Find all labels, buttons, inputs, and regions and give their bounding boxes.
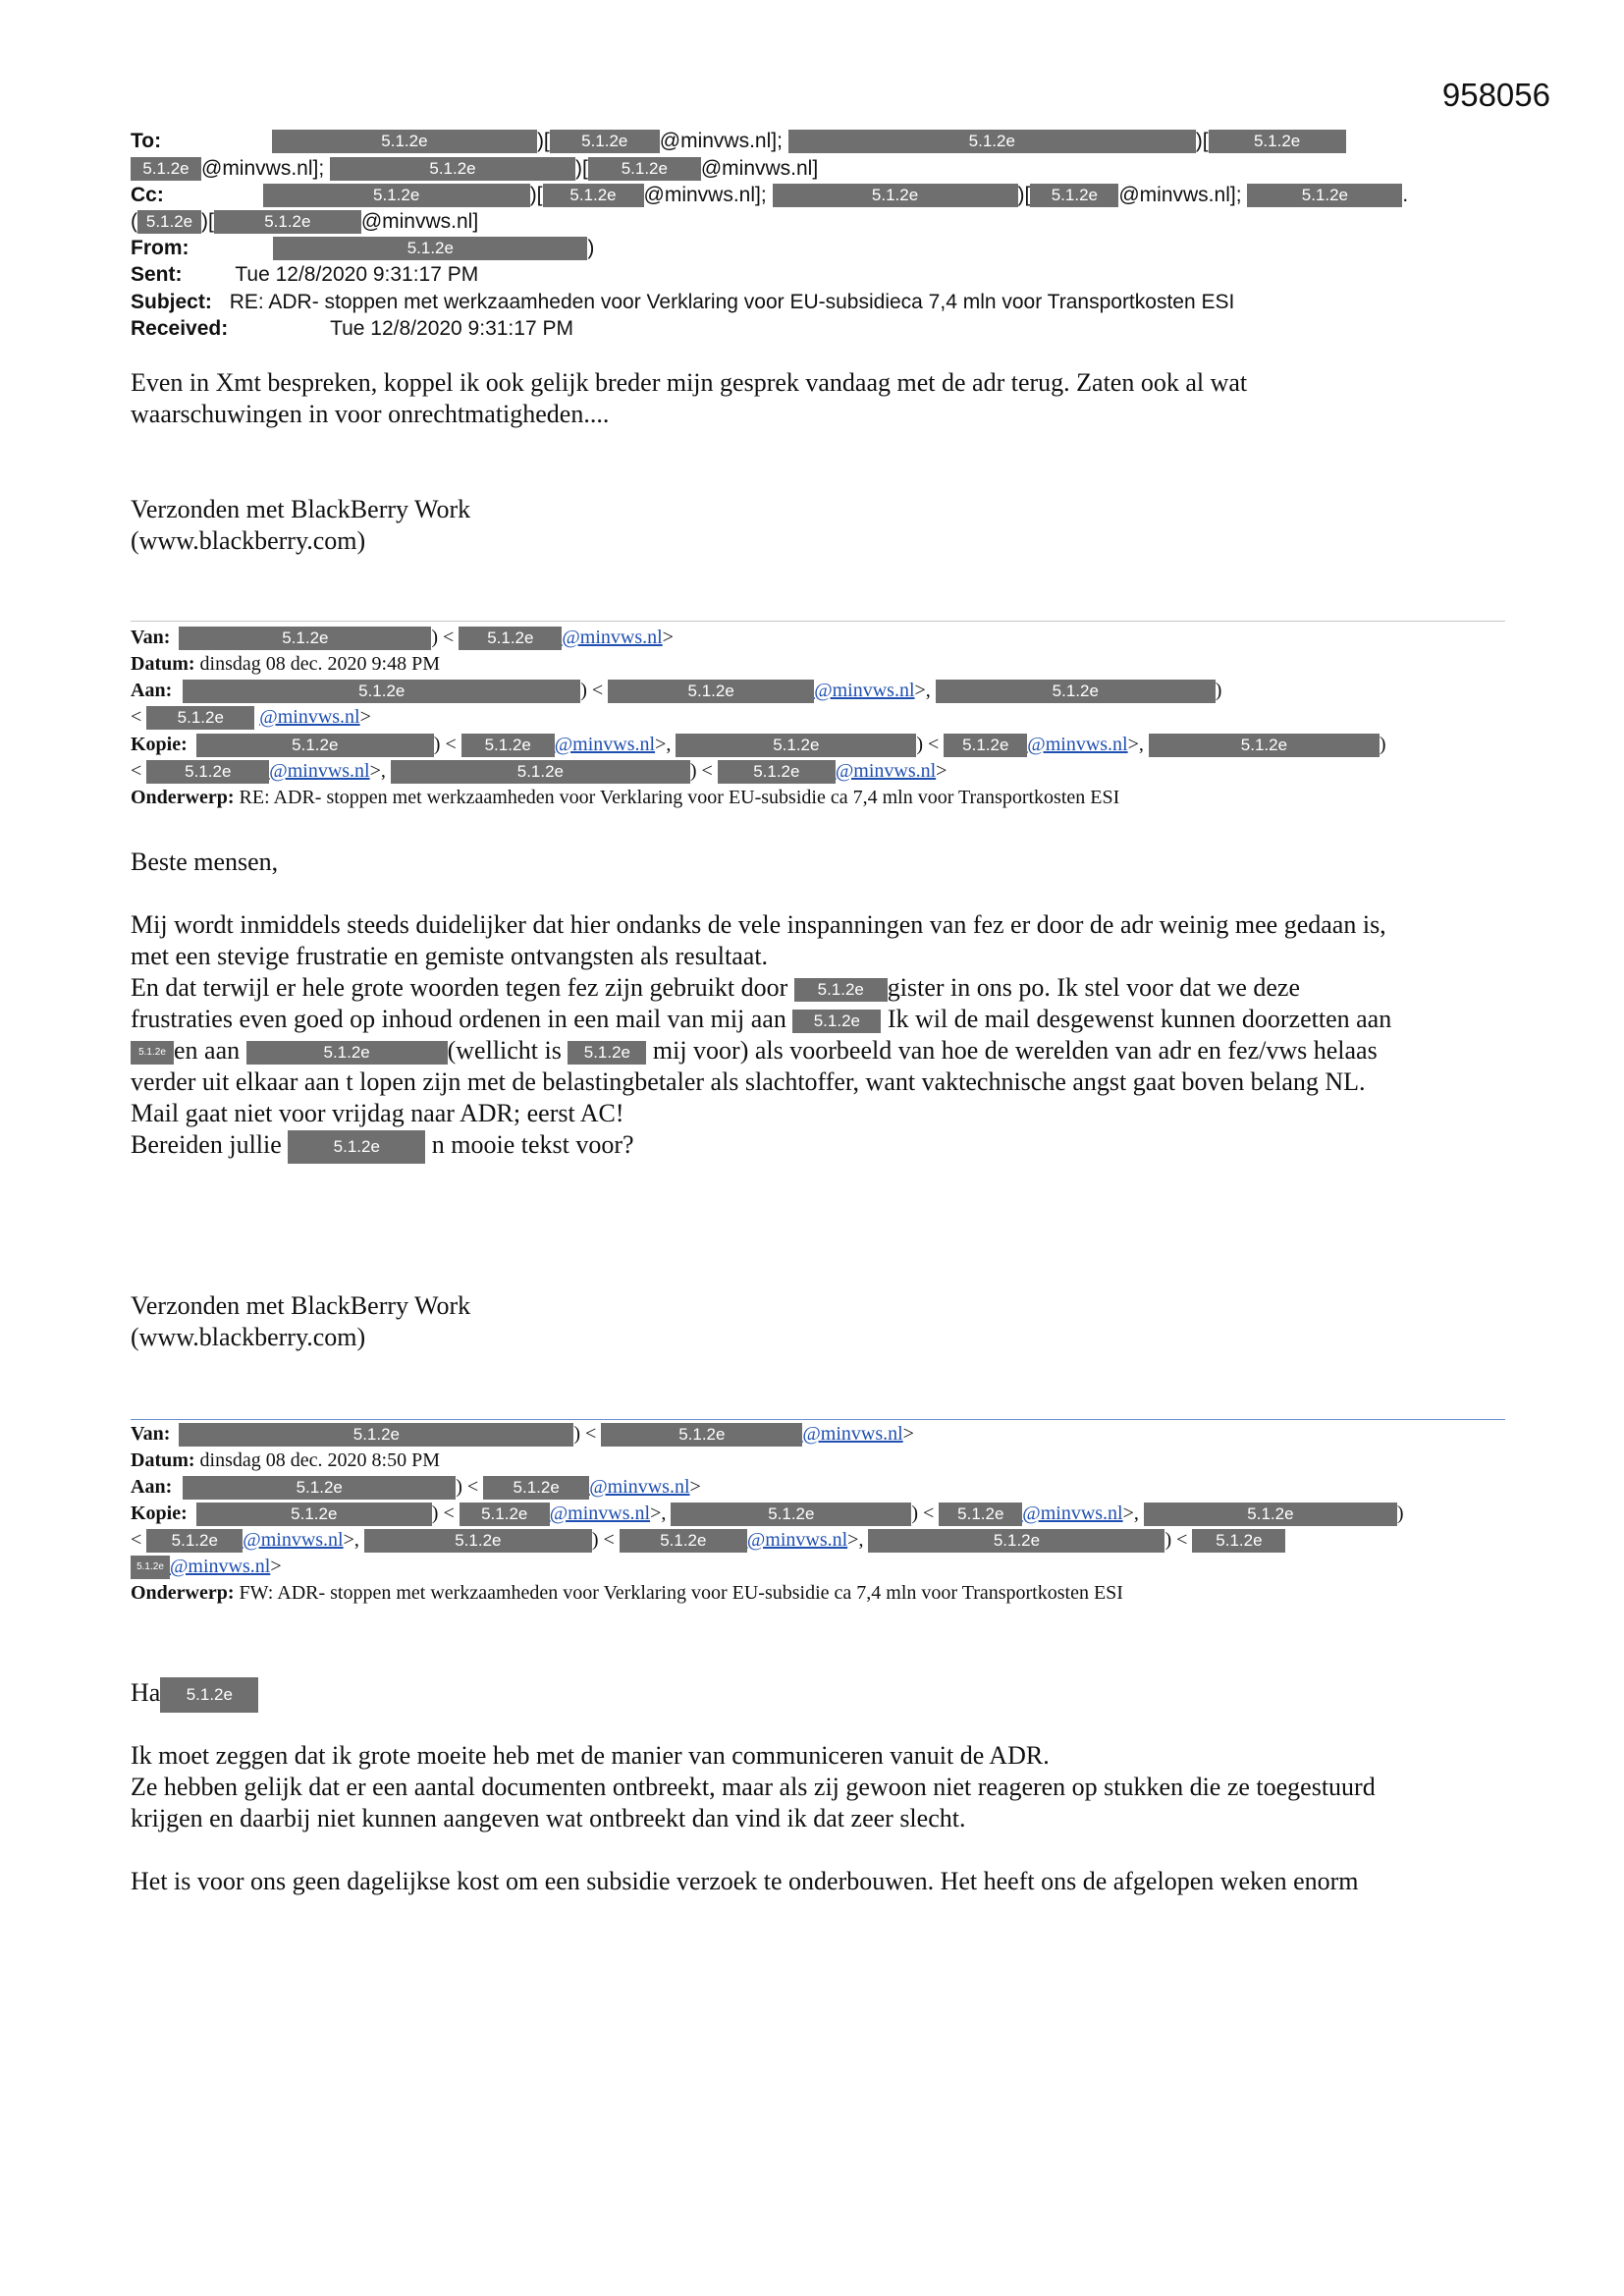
message-line: krijgen en daarbij niet kunnen aangeven wat ontbreekt dan vind ik dat zeer slecht.: [131, 1804, 966, 1832]
email-domain: @minvws.nl]: [700, 157, 819, 180]
email-2-kopie: Kopie: 5.1.2e ) < 5.1.2e @minvws.nl>, 5.1.2e ) < 5.1.2e @minvws.nl>, 5.1.2e ): [131, 732, 1386, 758]
email-3-greeting: [131, 1677, 1515, 1713]
email-3-kopie-2: < 5.1.2e @minvws.nl>, 5.1.2e ) < 5.1.2e @minvws.nl>, 5.1.2e ) < 5.1.2e: [131, 1527, 1285, 1554]
redaction: 5.1.2e: [1030, 184, 1118, 207]
redaction: 5.1.2e: [773, 184, 1018, 207]
redaction: 5.1.2e: [137, 210, 201, 234]
redaction: 5.1.2e: [131, 1556, 170, 1579]
message-line: Even in Xmt bespreken, koppel ik ook gelijk breder mijn gesprek vandaag met de adr terug. Zaten ook al wat: [131, 368, 1248, 397]
message-line: Mail gaat niet voor vrijdag naar ADR; eerst AC!: [131, 1099, 624, 1127]
from-label: From:: [131, 237, 189, 259]
email-3-van: Van: 5.1.2e ) < 5.1.2e @minvws.nl>: [131, 1421, 914, 1448]
text-fragment: En dat terwijl er hele grote woorden tegen fez zijn gebruikt door: [131, 973, 788, 1002]
datum-value: dinsdag 08 dec. 2020 8:50 PM: [199, 1449, 440, 1471]
redaction: 5.1.2e: [1247, 184, 1402, 207]
email-2-datum: [131, 651, 440, 678]
to-label: To:: [131, 130, 162, 152]
kopie-label: Kopie:: [131, 1503, 188, 1524]
message-line: verder uit elkaar aan t lopen zijn met de belastingbetaler als slachtoffer, want vaktechnische angst gaat boven belang NL.: [131, 1067, 1366, 1096]
redaction: 5.1.2e: [131, 157, 201, 181]
message-line: Ze hebben gelijk dat er een aantal documenten ontbreekt, maar als zij gewoon niet reageren op stukken die ze toegestuurd: [131, 1773, 1376, 1801]
signature-line: Verzonden met BlackBerry Work: [131, 1291, 471, 1320]
redaction: 5.1.2e: [676, 734, 916, 757]
email-link[interactable]: @minvws.nl: [589, 1476, 690, 1498]
header-cc-line: Cc: 5.1.2e )[ 5.1.2e @minvws.nl]; 5.1.2e )[ 5.1.2e @minvws.nl]; 5.1.2e .: [131, 184, 1409, 206]
sent-value: Tue 12/8/2020 9:31:17 PM: [235, 263, 479, 286]
onderwerp-label: Onderwerp:: [131, 787, 235, 808]
redaction: 5.1.2e: [183, 1476, 456, 1500]
email-2-kopie-2: < 5.1.2e @minvws.nl>, 5.1.2e ) < 5.1.2e @minvws.nl>: [131, 758, 947, 785]
email-2-onderwerp: [131, 785, 1119, 811]
header-sent-line: [131, 261, 478, 288]
text-fragment: n mooie tekst voor?: [431, 1130, 634, 1159]
cc-label: Cc:: [131, 184, 164, 206]
email-3-aan: Aan: 5.1.2e ) < 5.1.2e @minvws.nl>: [131, 1474, 701, 1501]
message-line: [131, 1129, 1515, 1164]
redaction: 5.1.2e: [196, 734, 434, 757]
greeting: [131, 1677, 1515, 1713]
redaction: 5.1.2e: [794, 978, 888, 1002]
subject-value: RE: ADR- stoppen met werkzaamheden voor Verklaring voor EU-subsidieca 7,4 mln voor Transportkosten ESI: [229, 291, 1235, 313]
onderwerp-value: FW: ADR- stoppen met werkzaamheden voor Verklaring voor EU-subsidie ca 7,4 mln voor Transportkosten ESI: [239, 1582, 1123, 1604]
email-link[interactable]: @minvws.nl: [1022, 1503, 1123, 1524]
email-domain: @minvws.nl];: [201, 157, 325, 180]
signature-line: (www.blackberry.com): [131, 526, 366, 555]
message-line: [131, 972, 1515, 1004]
aan-label: Aan:: [131, 1476, 173, 1498]
message-line: waarschuwingen in voor onrechtmatigheden....: [131, 400, 610, 428]
redaction: 5.1.2e: [272, 130, 537, 153]
header-received-line: [131, 315, 573, 342]
email-2-body: [131, 909, 1515, 1164]
redaction: 5.1.2e: [183, 680, 580, 703]
separator: [131, 621, 1505, 622]
email-2-signature: [131, 1290, 1515, 1353]
datum-value: dinsdag 08 dec. 2020 9:48 PM: [199, 653, 440, 675]
redaction: 5.1.2e: [1192, 1529, 1285, 1553]
header-cc-line-2: ( 5.1.2e )[ 5.1.2e @minvws.nl]: [131, 210, 479, 233]
email-link[interactable]: @minvws.nl: [814, 680, 915, 701]
email-link[interactable]: @minvws.nl: [562, 627, 663, 648]
email-2-aan-2: < 5.1.2e @minvws.nl>: [131, 704, 371, 731]
redaction: 5.1.2e: [588, 157, 701, 181]
redaction: 5.1.2e: [146, 706, 254, 730]
message-line: Ik moet zeggen dat ik grote moeite heb met de manier van communiceren vanuit de ADR.: [131, 1741, 1050, 1770]
redaction: 5.1.2e: [620, 1529, 747, 1553]
datum-label: Datum:: [131, 1449, 195, 1471]
email-domain: @minvws.nl];: [659, 130, 783, 152]
email-2-van: Van: 5.1.2e ) < 5.1.2e @minvws.nl>: [131, 625, 674, 651]
redaction: 5.1.2e: [391, 760, 690, 784]
van-label: Van:: [131, 627, 171, 648]
message-line: [131, 1035, 1515, 1066]
redaction: 5.1.2e: [792, 1010, 881, 1033]
redaction: 5.1.2e: [160, 1677, 258, 1713]
redaction: 5.1.2e: [146, 760, 269, 784]
text-fragment: Ik wil de mail desgewenst kunnen doorzetten aan: [887, 1005, 1392, 1033]
email-link[interactable]: @minvws.nl: [554, 734, 656, 755]
redaction: 5.1.2e: [944, 734, 1027, 757]
redaction: 5.1.2e: [608, 680, 814, 703]
email-2-aan: Aan: 5.1.2e ) < 5.1.2e @minvws.nl>, 5.1.2e ): [131, 678, 1221, 704]
header-from-line: From: 5.1.2e ): [131, 237, 595, 259]
email-link[interactable]: @minvws.nl: [170, 1556, 271, 1577]
redaction: 5.1.2e: [179, 1423, 573, 1447]
redaction: 5.1.2e: [1149, 734, 1380, 757]
email-domain: @minvws.nl]: [360, 210, 479, 233]
kopie-label: Kopie:: [131, 734, 188, 755]
redaction: 5.1.2e: [288, 1130, 425, 1164]
van-label: Van:: [131, 1423, 171, 1445]
email-3-body: [131, 1740, 1515, 1897]
document-number: 958056: [1441, 77, 1550, 113]
message-1-body: [131, 367, 1515, 430]
redaction: 5.1.2e: [263, 184, 530, 207]
message-1-signature: [131, 494, 1515, 557]
redaction: 5.1.2e: [131, 1041, 174, 1065]
subject-label: Subject:: [131, 291, 212, 313]
redaction: 5.1.2e: [939, 1503, 1022, 1526]
redaction: 5.1.2e: [461, 734, 555, 757]
signature-line: Verzonden met BlackBerry Work: [131, 495, 471, 523]
redaction: 5.1.2e: [550, 130, 660, 153]
aan-label: Aan:: [131, 680, 173, 701]
signature-line: (www.blackberry.com): [131, 1323, 366, 1351]
received-label: Received:: [131, 317, 229, 340]
received-value: Tue 12/8/2020 9:31:17 PM: [330, 317, 573, 340]
redaction: 5.1.2e: [1144, 1503, 1397, 1526]
header-to-line-2: 5.1.2e @minvws.nl]; 5.1.2e )[ 5.1.2e @minvws.nl]: [131, 155, 818, 182]
message-line: Mij wordt inmiddels steeds duidelijker dat hier ondanks de vele inspanningen van fez er door de adr weinig mee gedaan is,: [131, 910, 1386, 939]
redaction: 5.1.2e: [868, 1529, 1164, 1553]
email-3-datum: [131, 1448, 440, 1474]
email-link[interactable]: @minvws.nl: [259, 706, 360, 728]
redaction: 5.1.2e: [671, 1503, 911, 1526]
email-link[interactable]: @minvws.nl: [802, 1423, 903, 1445]
email-domain: @minvws.nl];: [1118, 184, 1242, 206]
text-fragment: Ha: [131, 1678, 161, 1707]
text-fragment: Bereiden jullie: [131, 1130, 282, 1159]
message-line: met een stevige frustratie en gemiste ontvangsten als resultaat.: [131, 942, 769, 970]
email-domain: @minvws.nl];: [643, 184, 767, 206]
email-link[interactable]: @minvws.nl: [243, 1529, 344, 1551]
email-link[interactable]: @minvws.nl: [835, 760, 937, 782]
email-3-kopie-3: 5.1.2e @minvws.nl>: [131, 1554, 282, 1580]
redaction: 5.1.2e: [273, 237, 587, 260]
redaction: 5.1.2e: [936, 680, 1216, 703]
email-link[interactable]: @minvws.nl: [1027, 734, 1128, 755]
text-fragment: en aan: [174, 1036, 241, 1065]
email-2-greeting: [131, 847, 1515, 878]
redaction: 5.1.2e: [364, 1529, 592, 1553]
redaction: 5.1.2e: [1209, 130, 1346, 153]
email-3-onderwerp: [131, 1580, 1123, 1607]
redaction: 5.1.2e: [459, 627, 562, 650]
redaction: 5.1.2e: [543, 184, 644, 207]
text-fragment: frustraties even goed op inhoud ordenen in een mail van mij aan: [131, 1005, 786, 1033]
message-line: Het is voor ons geen dagelijkse kost om een subsidie verzoek te onderbouwen. Het heeft ons de afgelopen weken enorm: [131, 1867, 1359, 1895]
datum-label: Datum:: [131, 653, 195, 675]
redaction: 5.1.2e: [568, 1041, 646, 1065]
text-fragment: gister in ons po. Ik stel voor dat we deze: [887, 973, 1300, 1002]
redaction: 5.1.2e: [214, 210, 361, 234]
text-fragment: mij voor) als voorbeeld van hoe de werelden van adr en fez/vws helaas: [652, 1036, 1378, 1065]
redaction: 5.1.2e: [146, 1529, 243, 1553]
redaction: 5.1.2e: [330, 157, 575, 181]
email-link[interactable]: @minvws.nl: [269, 760, 370, 782]
redaction: 5.1.2e: [788, 130, 1196, 153]
header-to-line: To: 5.1.2e )[ 5.1.2e @minvws.nl]; 5.1.2e )[ 5.1.2e: [131, 128, 1346, 154]
text-fragment: (wellicht is: [447, 1036, 562, 1065]
message-line: [131, 1004, 1515, 1035]
sent-label: Sent:: [131, 263, 183, 286]
onderwerp-label: Onderwerp:: [131, 1582, 235, 1604]
email-link[interactable]: @minvws.nl: [549, 1503, 651, 1524]
header-subject-line: [131, 289, 1234, 315]
redaction: 5.1.2e: [179, 627, 431, 650]
redaction: 5.1.2e: [601, 1423, 802, 1447]
separator: [131, 1419, 1505, 1420]
email-link[interactable]: @minvws.nl: [746, 1529, 848, 1551]
redaction: 5.1.2e: [718, 760, 836, 784]
redaction: 5.1.2e: [196, 1503, 432, 1526]
greeting: Beste mensen,: [131, 847, 279, 876]
redaction: 5.1.2e: [483, 1476, 589, 1500]
onderwerp-value: RE: ADR- stoppen met werkzaamheden voor Verklaring voor EU-subsidie ca 7,4 mln voor Transportkosten ESI: [239, 787, 1120, 808]
redaction: 5.1.2e: [460, 1503, 550, 1526]
redaction: 5.1.2e: [246, 1041, 448, 1065]
email-3-kopie: Kopie: 5.1.2e ) < 5.1.2e @minvws.nl>, 5.1.2e ) < 5.1.2e @minvws.nl>, 5.1.2e ): [131, 1501, 1404, 1527]
